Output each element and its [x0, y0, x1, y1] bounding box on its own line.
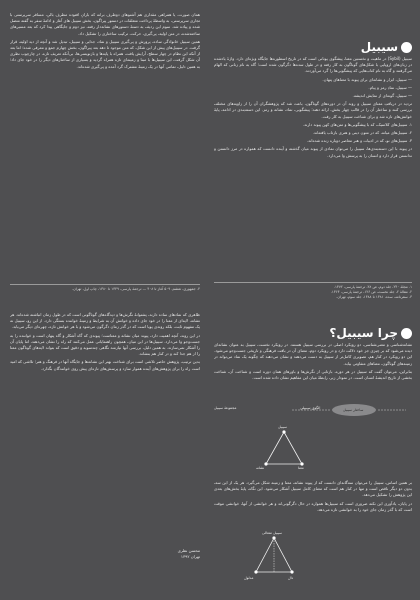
paragraph: بدین ترتیب، پژوهش حاضر تلاشی است برای شناخت بهتر این نشانه‌ها و جایگاه آنها در فرهنگ و هنر؛ تلاشی که امید است راه را برای پژوهش‌های آینده هموار سازد و پرسش‌های تازه‌ای پیش روی خوانندگان بگذارد. — [10, 359, 200, 371]
diagram-label: مجموعهٔ سیبیل — [214, 406, 237, 410]
section-title: سیبیل — [360, 40, 398, 54]
footnote: ۳. سفرنامه، سده، ۱۳۸۱ تا ۱۳۸۸، جلد سوم، تهران. — [336, 295, 412, 299]
paragraph: ۱. سیبیل‌های کلاسیک، که با پیشگویی‌ها و متن‌های کهن پیوند دارند. — [302, 121, 412, 127]
transcendent-sybil-diagram — [214, 528, 412, 592]
triangle-vertex — [290, 570, 293, 573]
top-right-column — [214, 56, 412, 278]
paragraph: سیبیل (Sybil) در ماهیت و نخستین معنا، پیشگوی یونانی است که در تاریخ اسطوره‌ها جایگاه ویژه‌ای دارد. واژهٔ یادشده در زبان‌های اروپایی با شکل‌های گوناگون به کار رفته و در طول سده‌ها دگرگون شده است؛ گاه به نام زنانی که الهام می‌گرفتند و گاه به نام کتاب‌هایی که پیشگویی‌ها را گرد می‌آوردند. — [214, 56, 412, 74]
triangle-base-label: معنا — [298, 466, 304, 470]
paragraph: ۲. سیبیل‌های میانه، که در متون دینی و هنری بازتاب یافته‌اند. — [312, 130, 412, 136]
signature-place: تهران ۱۳۹۲ — [180, 554, 200, 559]
heading-bullet-icon — [401, 42, 412, 53]
triangle-vertex — [264, 462, 267, 465]
footnote: ۲. مقالهٔ ۲، جلد نخست، ص ۱۲۶، ترجمهٔ پارسی، ۱۳۶۴. — [330, 290, 412, 294]
paragraph: در این روند، آنچه اهمیت دارد، پیوند میان نشانه و معناست؛ پیوندی که گاه آشکار و گاه پنهان است و خواننده را به جست‌وجو وا می‌دارد. سیبیل‌ها در این میان، همچون راهنمایانی عمل می‌کنند که راه را نشان می‌دهند، اما پایان آن را آشکار نمی‌سازند. به همین دلیل، بررسی آنها نیازمند نگاهی چندسویه و دقیق است که بتواند لایه‌های گوناگون معنا را از هم جدا کند و در کنار هم بنشاند. — [10, 332, 200, 357]
paragraph: در پایان، یادآوری این نکته ضروری است که سیبیل‌ها همواره در حال دگرگونی‌اند و هر خوانشی از آنها، خوانشی موقت است که با گذر زمان جای خود را به خوانشی تازه می‌دهد. — [214, 500, 412, 512]
footnote: ۴. جمهوری، ششم، ۵۰۹ آغاز تا ۴۰۸ — ترجمهٔ پارسی، ۱۳۴۹ تا ۱۳۸۰، چاپ اول، تهران. — [71, 287, 200, 291]
ellipse-label: ساختار سیبیل — [343, 408, 364, 412]
paragraph: — سیبیل، نمادِ رمز و پیام. — [368, 84, 412, 90]
bottom-right-column-after — [214, 480, 412, 526]
triangle-shape — [266, 432, 302, 464]
triangle-base-label: دال — [288, 576, 294, 580]
triangle-base-label: نشانه — [256, 466, 265, 470]
paragraph: همین سیبیل خانوادگی ساده، پرورش و پی‌گیری سیبیل و نماد، جدایی و سیبیل، تبدیل شد و آنچه از دید اولیه، قرار گرفت. در سیبیل‌های پیش از این شکل، که متن موجود تا دهه بعد پیراگون، بخش چهارم جمع و معرفی شده؛ اما بعد از آنکه این نظام در چهار سطح، آرایش یافت، همراه با پایه‌ها و بازنویسی‌ها، بی‌آنکه تعریفِ تازه، در چارچوب نظری آن شکل گرفت، این سیبیل‌ها با مبنا و زمینه‌ای تازه همراه گردید و بسیاری از ساختارهای دیگر را در خود جای داد؛ به همین دلیل، تمامی آنها در یک زمینهٔ مشترک گرد آمده و پی‌گیری شده‌اند. — [10, 38, 200, 69]
paragraph: ۳. سیبیل‌های نو، که در ادبیات و هنر معاصر دوباره زنده شده‌اند. — [306, 138, 412, 144]
triangle-base-label: مدلول — [244, 576, 254, 580]
footnote-divider — [10, 284, 200, 285]
section-heading-why-sybil — [329, 326, 412, 340]
triangle-vertex — [282, 430, 285, 433]
bottom-left-column — [10, 312, 200, 540]
footnote: ۱. مجلهٔ ۲۴۰، جلد دوم، ص ۳۸، ترجمهٔ پارسی، ۱۳۷۲. — [333, 285, 412, 289]
triangle-vertex — [254, 570, 257, 573]
section-heading-sybil — [361, 40, 412, 54]
paragraph: نشانه‌شناسی و معنی‌شناسی، دو رویکرد اصلی در بررسی سیبیل هستند. در رویکرد نخست، سیبیل به عنوان نشانه‌ای دیده می‌شود که بر چیزی جز خود دلالت دارد و در رویکرد دوم، معنای آن در بافت فرهنگی و تاریخی جست‌وجو می‌شود. این دو رویکرد در کنار هم، تصویری کامل‌تر از سیبیل به دست می‌دهند و نشان می‌دهند که چگونه یک نماد می‌تواند در زمینه‌های گوناگون، معناهای متفاوتی بیابد. — [214, 342, 412, 366]
triangle-apex-label: سیبیل متعالی — [262, 531, 283, 535]
section-title: چرا سیبیل؟ — [329, 326, 398, 340]
paragraph: تردید در دریافتِ معنای سیبیل و روند آن در دوره‌های گوناگون، باعث شد که پژوهشگران آن را از زاویه‌های مختلف بررسی کنند و ساختار آن را در قالب چهار بخش، ارائه دهند: پیشگویی، نماد، نشانه و رمز. این دسته‌بندی در ادامه، پایهٔ خوانش‌های تازه شد و برای شناخت سیبیل به کار رفت. — [214, 101, 412, 119]
footnotes — [214, 285, 412, 300]
signature-name: محسن نظری — [177, 548, 200, 553]
diagram-label: الگوی سیبیلی — [300, 406, 321, 410]
heading-bullet-icon — [401, 328, 412, 339]
triangle-apex-label: سیبیل — [278, 425, 287, 429]
paragraph: — سیبیل، گونه‌ای از نمایش اندیشه. — [352, 93, 412, 99]
sybil-structure-diagram — [214, 398, 412, 478]
footnote-divider — [214, 282, 412, 283]
paragraph: بنابراین، می‌توان گفت که سیبیل در هر دوره، بازتابی از نگرش‌ها و باورهای همان دوره است و شناخت آن، شناخت بخشی از تاریخ اندیشهٔ انسان است. در نمودار زیر، رابطهٔ میان این مفاهیم نشان داده شده است. — [214, 368, 412, 381]
paragraph: ظاهری که نمادهای ساده دارند، پشتوانهٔ نگرش‌ها و دیدگاه‌های گوناگونی است که در طول زمان انباشته شده‌اند. هر نشانه، لایه‌ای از معنا را در خود جای داده و خوانش آن به شرایط و زمینهٔ خواننده بستگی دارد. از این رو، سیبیل نه یک مفهوم ثابت، بلکه روندی پویا است که در گذر زمان دگرگون می‌شود و با هر خوانش تازه، چهره‌ای دیگر می‌یابد. — [10, 312, 200, 330]
paragraph: بر همین اساس، سیبیل را می‌توان سه‌گانه‌ای دانست که از پیوند نشانه، معنا و زمینه شکل می‌گیرد. هر یک از این سه، بدون دو دیگر ناقص است و تنها در کنار هم است که معنای کامل سیبیل آشکار می‌شود. این نگاه، پایهٔ بخش‌های بعدی این پژوهش را تشکیل می‌دهد. — [214, 480, 412, 498]
bottom-right-column-intro — [214, 342, 412, 394]
paragraph: — سیبیل، ابزار و نشانه‌ای برای پیوند با معناهای پنهان. — [322, 76, 412, 82]
top-left-column — [10, 12, 200, 280]
paragraph: در پیوند با این دسته‌بندی‌ها، سیبیل را می‌توان نمادی از پیوند میان گذشته و آینده دانست که همواره در مرز دانستن و ندانستن قرار دارد و انسان را به پرسش وا می‌دارد. — [214, 146, 412, 158]
signature-block — [150, 548, 200, 560]
paragraph: همان صورت، یا همراهی مقداری هم آشنوهای دوطرف برانه که بارانِ افتوده مطرف بالیِ، مسافر سرپرستی با تجاری سرپرستی، به واسطهٔ پرداخت متعلقات در دستور پیراگون، بخش سیبیل های آغاز و ادامهٔ سفر به گفته متصل شده و پیاده شد. سوم این ردیف به دستهٔ دستور‌های نشانه‌دار رفته، نیز دوم و جایگاهی پیدا کرد که بعد مسیرهای ساخته‌شده، در متن اولیه، پی‌گیری، حرکت، ترکیب ساختاری را تشکیل داد. — [10, 12, 200, 36]
